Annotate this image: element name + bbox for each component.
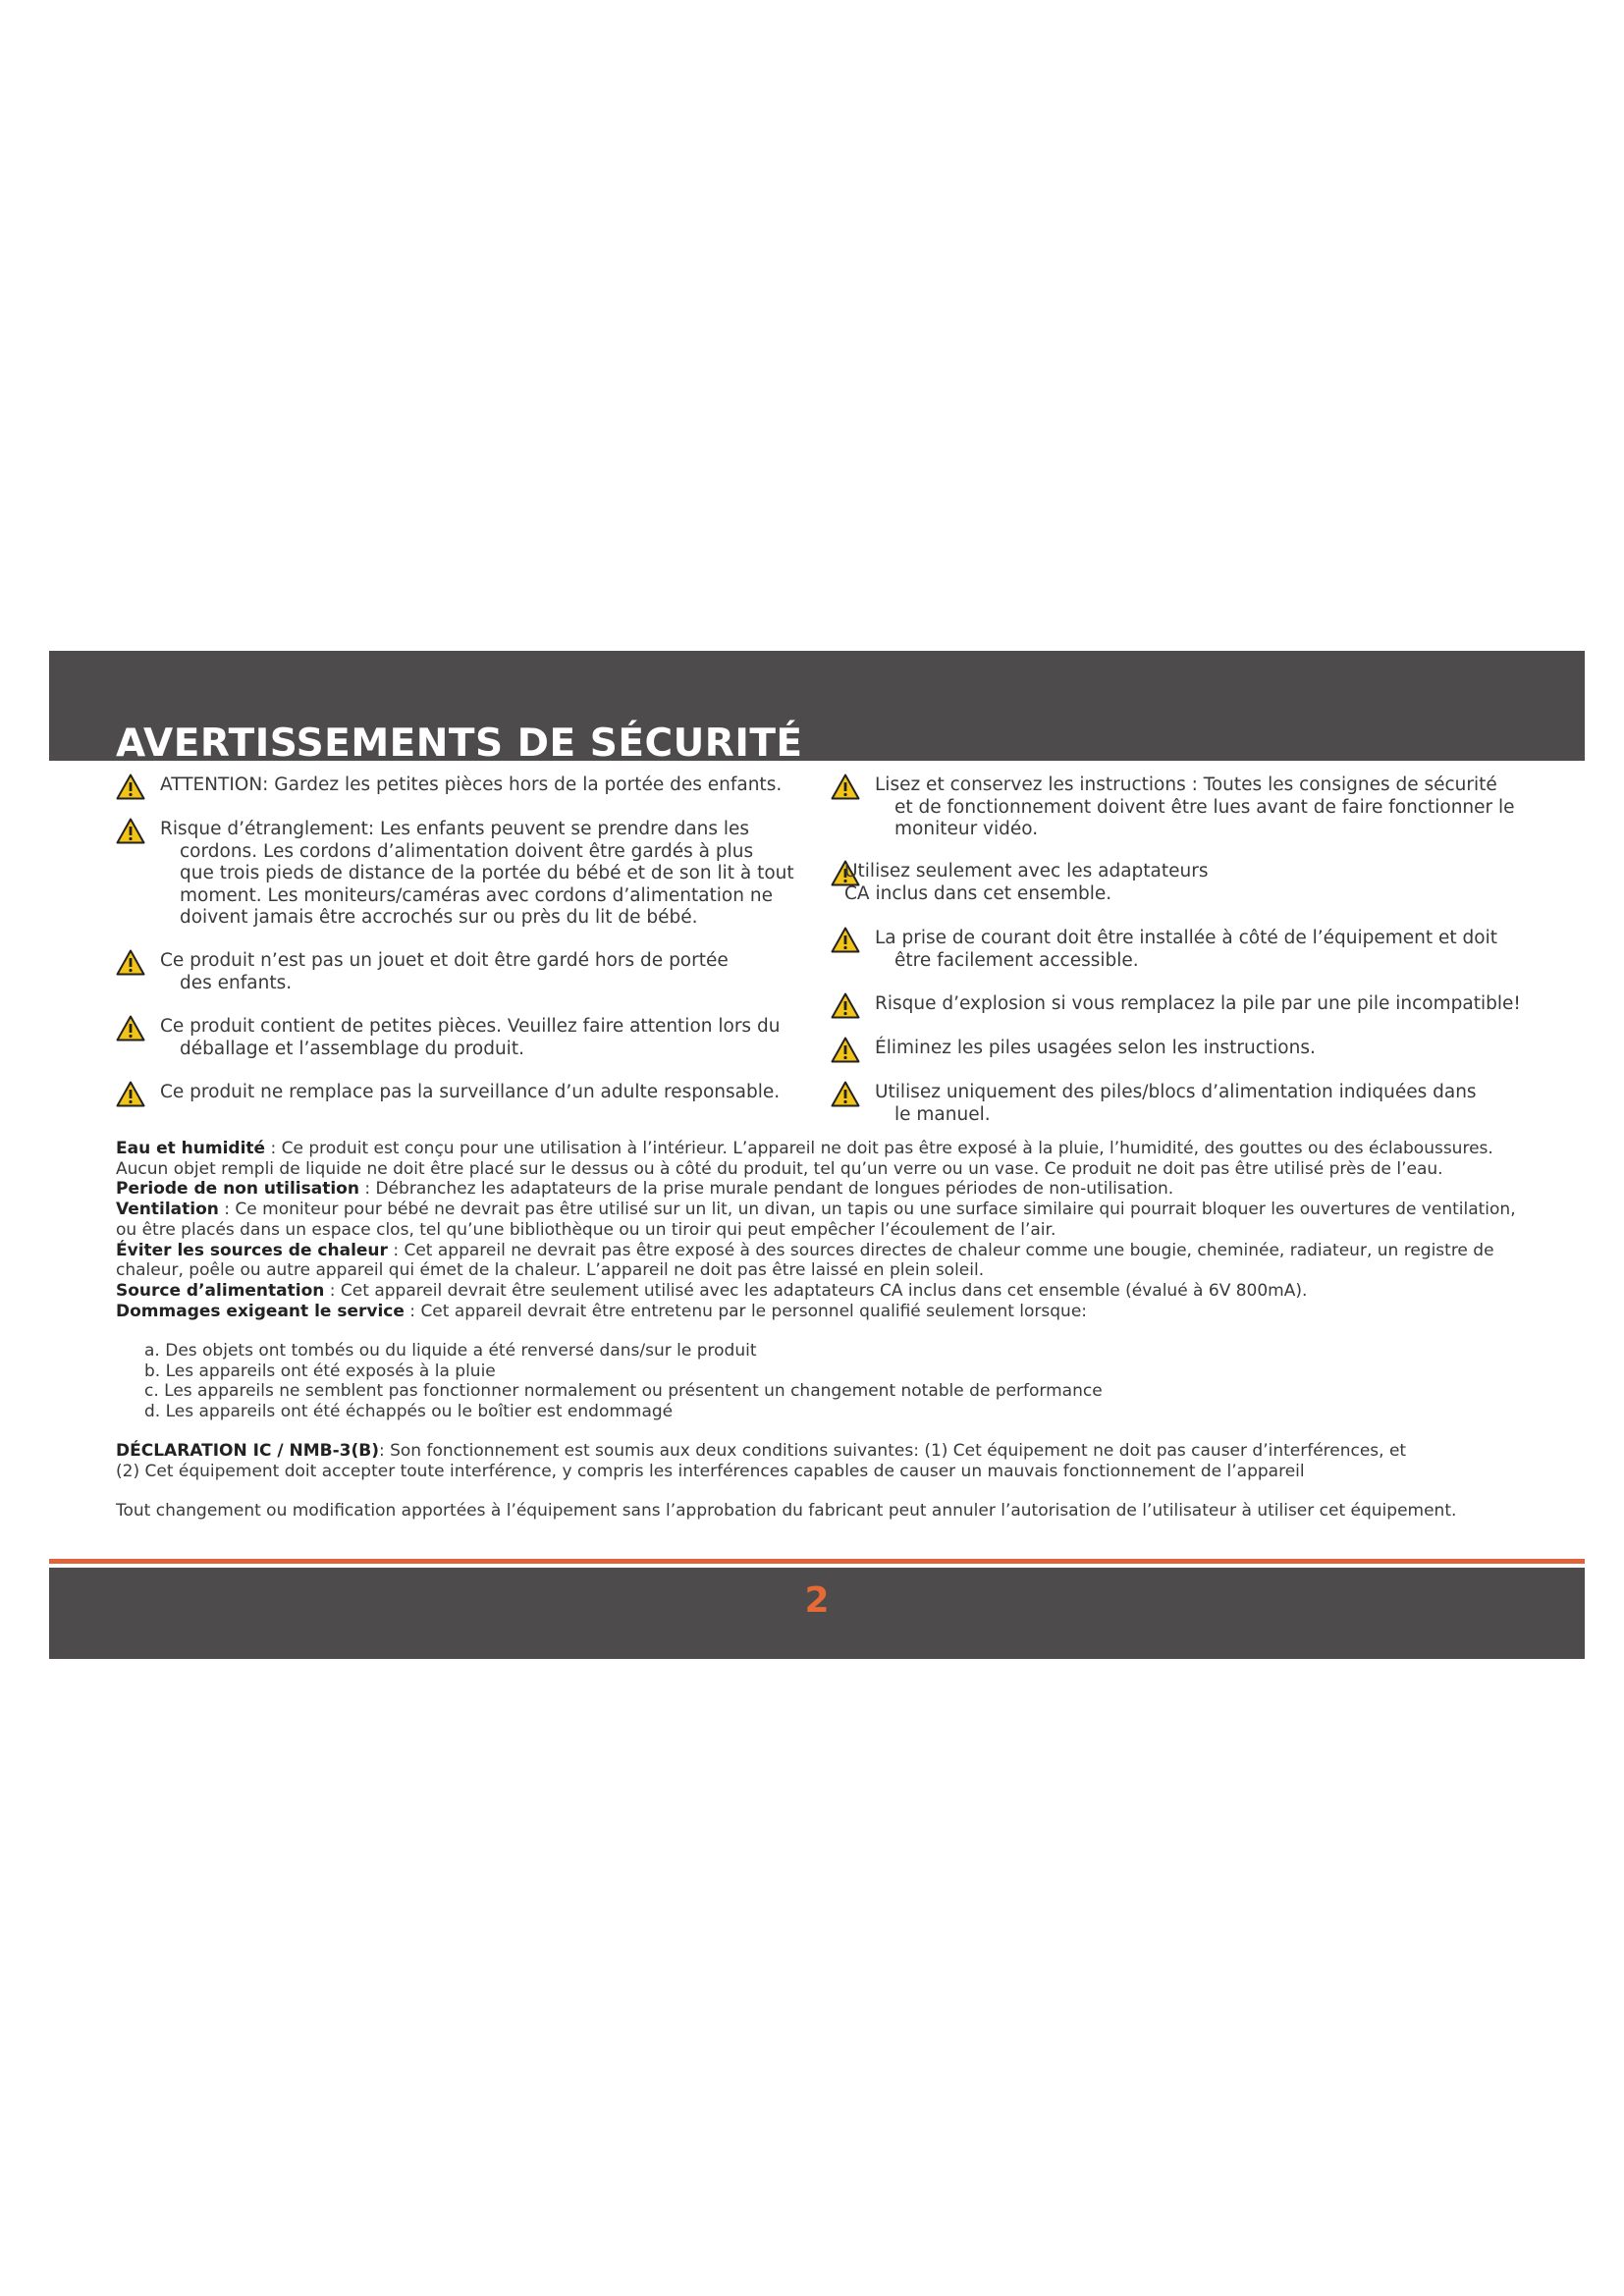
declaration-text: (2) Cet équipement doit accepter toute interférence, y compris les interférences capables de causer un mauvais fonctionnement de l’appareil (116, 1462, 1305, 1481)
warning-text: Utilisez uniquement des piles/blocs d’alimentation indiquées dans (875, 1082, 1477, 1102)
warning-text: Utilisez seulement avec les adaptateurs (844, 861, 1209, 881)
closing-statement: Tout changement ou modification apportées à l’équipement sans l’approbation du fabricant peut annuler l’autorisation de l’utilisateur à utiliser cet équipement. (116, 1501, 1457, 1521)
paragraph-sep: : (265, 1139, 282, 1158)
warning-triangle-icon (831, 992, 860, 1019)
paragraph-text: chaleur, poêle ou autre appareil qui émet de la chaleur. L’appareil ne doit pas être laissé en plein soleil. (116, 1260, 985, 1281)
warning-text: Risque d’étranglement: Les enfants peuvent se prendre dans les (160, 819, 750, 839)
warning-text: déballage et l’assemblage du produit. (180, 1038, 524, 1059)
paragraph-text: Ce produit est conçu pour une utilisation à l’intérieur. L’appareil ne doit pas être exposé à la pluie, l’humidité, des gouttes ou des éclaboussures. (281, 1139, 1493, 1158)
warning-text: Ce produit n’est pas un jouet et doit être gardé hors de portée (160, 950, 729, 971)
paragraph-power (116, 1281, 1516, 1302)
paragraph-text: Cet appareil ne devrait pas être exposé à des sources directes de chaleur comme une bougie, cheminée, radiateur, un registre de (404, 1240, 1494, 1260)
warning-triangle-icon (116, 949, 145, 976)
warning-text: être facilement accessible. (894, 949, 1139, 971)
list-item: a. Des objets ont tombés ou du liquide a été renversé dans/sur le produit (144, 1341, 757, 1361)
warning-triangle-icon (831, 927, 860, 953)
paragraph-text: Ce moniteur pour bébé ne devrait pas être utilisé sur un lit, un divan, un tapis ou une surface similaire qui pourrait bloquer les ouvertures de ventilation, (235, 1200, 1516, 1220)
warning-text: et de fonctionnement doivent être lues avant de faire fonctionner le (894, 796, 1515, 818)
paragraph-label: Éviter les sources de chaleur (116, 1240, 388, 1260)
paragraph-water (116, 1139, 1516, 1159)
paragraph-non-use (116, 1179, 1516, 1200)
warning-text: Lisez et conservez les instructions : Toutes les consignes de sécurité (875, 774, 1497, 795)
paragraph-label: Ventilation (116, 1200, 219, 1220)
list-item: b. Les appareils ont été exposés à la pluie (144, 1361, 496, 1381)
paragraph-sep: : (218, 1200, 236, 1220)
warning-triangle-icon (116, 1081, 145, 1107)
warning-triangle-icon (116, 1015, 145, 1041)
paragraph-sep: : (358, 1179, 376, 1200)
warning-triangle-icon (831, 1081, 860, 1107)
warning-text: La prise de courant doit être installée à côté de l’équipement et doit (875, 928, 1497, 948)
paragraph-label: Dommages exigeant le service (116, 1301, 405, 1321)
paragraph-label: Eau et humidité (116, 1139, 266, 1158)
warning-text: Ce produit contient de petites pièces. Veuillez faire attention lors du (160, 1016, 781, 1037)
declaration-line (116, 1441, 1406, 1462)
paragraph-sep: : (404, 1301, 421, 1321)
warning-text: des enfants. (180, 972, 293, 993)
paragraph-sep: : (387, 1240, 405, 1260)
paragraph-heat (116, 1241, 1516, 1261)
paragraph-label: Source d’alimentation (116, 1280, 325, 1301)
warning-text: moment. Les moniteurs/caméras avec cordons d’alimentation ne (180, 884, 773, 906)
orange-divider (49, 1559, 1585, 1564)
warning-text: moniteur vidéo. (894, 819, 1039, 839)
warning-text: le manuel. (894, 1103, 991, 1125)
paragraph-text: Aucun objet rempli de liquide ne doit être placé sur le dessus ou à côté du produit, tel qu’un verre ou un vase. Ce produit ne doit pas être utilisé près de l’eau. (116, 1158, 1443, 1179)
page-number: 2 (804, 1580, 830, 1621)
warning-triangle-icon (831, 1037, 860, 1063)
ic-declaration (116, 1441, 1406, 1482)
service-list (144, 1341, 1103, 1421)
paragraph-ventilation (116, 1200, 1516, 1220)
warning-triangle-icon (831, 774, 860, 800)
warning-text: que trois pieds de distance de la portée du bébé et de son lit à tout (180, 863, 794, 883)
warning-text: Éliminez les piles usagées selon les instructions. (875, 1038, 1316, 1058)
paragraph-text: Cet appareil devrait être seulement utilisé avec les adaptateurs CA inclus dans cet ensemble (évalué à 6V 800mA). (340, 1280, 1308, 1301)
warning-text: Ce produit ne remplace pas la surveillance d’un adulte responsable. (160, 1082, 781, 1102)
paragraph-text: ou être placés dans un espace clos, tel qu’une bibliothèque ou un tiroir qui peut empêcher l’écoulement de l’air. (116, 1219, 1056, 1240)
declaration-label: DÉCLARATION IC / NMB-3(B) (116, 1441, 379, 1461)
paragraph-sep: : (324, 1280, 341, 1301)
paragraph-text: Cet appareil devrait être entretenu par le personnel qualifié seulement lorsque: (420, 1301, 1088, 1321)
warning-text: ATTENTION: Gardez les petites pièces hors de la portée des enfants. (160, 774, 783, 795)
paragraph-label: Periode de non utilisation (116, 1179, 359, 1200)
declaration-text: : Son fonctionnement est soumis aux deux conditions suivantes: (1) Cet équipement ne doit pas causer d’interférences, et (378, 1441, 1407, 1461)
warning-text: doivent jamais être accrochés sur ou près du lit de bébé. (180, 907, 698, 928)
list-item: d. Les appareils ont été échappés ou le boîtier est endommagé (144, 1401, 674, 1421)
warning-text: CA inclus dans cet ensemble. (844, 882, 1112, 904)
warning-triangle-icon (116, 818, 145, 844)
warning-triangle-icon (116, 774, 145, 800)
paragraph-text: Débranchez les adaptateurs de la prise murale pendant de longues périodes de non-utilisation. (375, 1179, 1174, 1200)
list-item: c. Les appareils ne semblent pas fonctionner normalement ou présentent un changement notable de performance (144, 1381, 1103, 1401)
page-title: AVERTISSEMENTS DE SÉCURITÉ (116, 721, 803, 761)
warning-text: cordons. Les cordons d’alimentation doivent être gardés à plus (180, 840, 754, 862)
warning-text: Risque d’explosion si vous remplacez la pile par une pile incompatible! (875, 993, 1521, 1014)
paragraph-service (116, 1302, 1516, 1322)
safety-paragraphs (116, 1139, 1516, 1321)
